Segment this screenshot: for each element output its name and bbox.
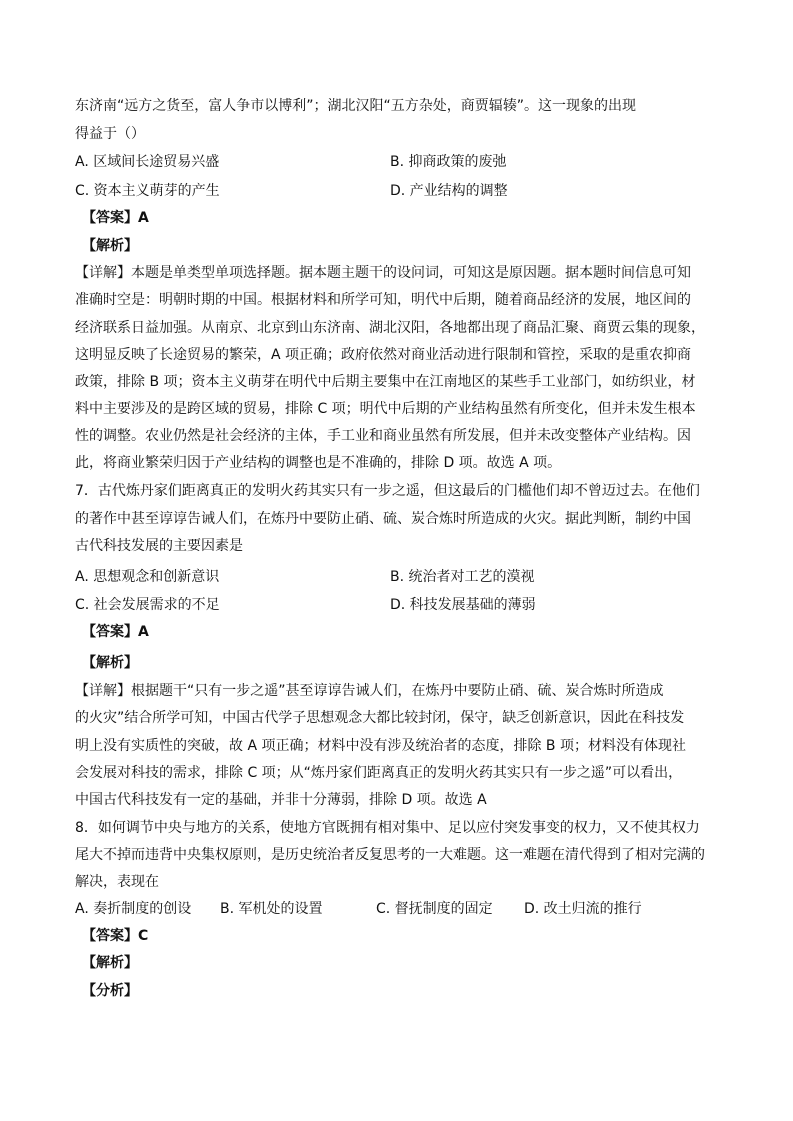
q7-analysis-title: 【解析】 <box>82 655 138 671</box>
q8-fenxi-title: 【分析】 <box>82 983 138 999</box>
q8-option-d: D. 改土归流的推行 <box>524 901 642 917</box>
q7-detail-line-4: 会发展对科技的需求，排除 C 项；从“炼丹家们距离真正的发明火药其实只有一步之遥”可以看出， <box>75 765 683 781</box>
q8-stem-line-3: 解决，表现在 <box>75 874 159 890</box>
q6-detail-line-2: 准确时空是：明朝时期的中国。根据材料和所学可知，明代中后期，随着商品经济的发展，地区间的 <box>75 292 691 308</box>
q6-detail-line-3: 经济联系日益加强。从南京、北京到山东济南、湖北汉阳，各地都出现了商品汇聚、商贾云集的现象， <box>75 320 705 336</box>
q8-option-c: C. 督抚制度的固定 <box>376 901 493 917</box>
q6-detail-line-7: 性的调整。农业仍然是社会经济的主体，手工业和商业虽然有所发展，但并未改变整体产业结构。因 <box>75 428 691 444</box>
q8-stem-line-2: 尾大不掉而违背中央集权原则，是历史统治者反复思考的一大难题。这一难题在清代得到了相对完满的 <box>75 847 705 863</box>
q6-answer: 【答案】A <box>82 210 149 226</box>
q6-option-b: B. 抑商政策的废弛 <box>390 154 507 170</box>
q6-analysis-title: 【解析】 <box>82 238 138 254</box>
q7-detail-line-2: 的火灾”结合所学可知，中国古代学子思想观念大都比较封闭，保守，缺乏创新意识，因此在科技发 <box>75 710 685 726</box>
q8-option-a: A. 奏折制度的创设 <box>75 901 192 917</box>
q6-detail-line-4: 这明显反映了长途贸易的繁荣，A 项正确；政府依然对商业活动进行限制和管控，采取的是重农抑商 <box>75 347 692 363</box>
q6-detail-line-5: 政策，排除 B 项；资本主义萌芽在明代中后期主要集中在江南地区的某些手工业部门，如纺织业，材 <box>75 374 696 390</box>
q7-answer: 【答案】A <box>82 624 149 640</box>
q7-stem-line-3: 古代科技发展的主要因素是 <box>75 538 243 554</box>
q7-detail-line-3: 明上没有实质性的突破，故 A 项正确；材料中没有涉及统治者的态度，排除 B 项；材料没有体现社 <box>75 738 686 754</box>
q8-stem-line-1: 8．如何调节中央与地方的关系，使地方官既拥有相对集中、足以应付突发事变的权力，又不使其权力 <box>75 820 700 836</box>
q7-detail-line-1: 【详解】根据题干“只有一步之遥”甚至谆谆告诫人们，在炼丹中要防止硝、硫、炭合炼时所造成 <box>75 683 664 699</box>
q7-stem-line-1: 7．古代炼丹家们距离真正的发明火药其实只有一步之遥，但这最后的门槛他们却不曾迈过去。在他们 <box>75 483 700 499</box>
q7-option-c: C. 社会发展需求的不足 <box>75 597 220 613</box>
q6-option-d: D. 产业结构的调整 <box>390 183 508 199</box>
q6-stem-line-2: 得益于（） <box>75 126 145 142</box>
q6-detail-line-1: 【详解】本题是单类型单项选择题。据本题主题干的设问词，可知这是原因题。据本题时间信息可知 <box>75 265 691 281</box>
q7-option-a: A. 思想观念和创新意识 <box>75 569 220 585</box>
q8-option-b: B. 军机处的设置 <box>220 901 323 917</box>
q6-option-c: C. 资本主义萌芽的产生 <box>75 183 220 199</box>
q7-stem-line-2: 的著作中甚至谆谆告诫人们，在炼丹中要防止硝、硫、炭合炼时所造成的火灾。据此判断，制约中国 <box>75 511 691 527</box>
q6-option-a: A. 区域间长途贸易兴盛 <box>75 154 220 170</box>
q8-answer: 【答案】C <box>82 928 149 944</box>
q7-option-b: B. 统治者对工艺的漠视 <box>390 569 535 585</box>
q6-detail-line-6: 料中主要涉及的是跨区域的贸易，排除 C 项；明代中后期的产业结构虽然有所变化，但并未发生根本 <box>75 401 696 417</box>
q7-option-d: D. 科技发展基础的薄弱 <box>390 597 536 613</box>
q8-analysis-title: 【解析】 <box>82 955 138 971</box>
q7-detail-line-5: 中国古代科技发有一定的基础，并非十分薄弱，排除 D 项。故选 A <box>75 792 487 808</box>
q6-stem-line-1: 东济南“远方之货至，富人争市以博利”；湖北汉阳“五方杂处，商贾辐辏”。这一现象的出现 <box>75 98 637 114</box>
q6-detail-line-8: 此，将商业繁荣归因于产业结构的调整也是不准确的，排除 D 项。故选 A 项。 <box>75 455 562 471</box>
